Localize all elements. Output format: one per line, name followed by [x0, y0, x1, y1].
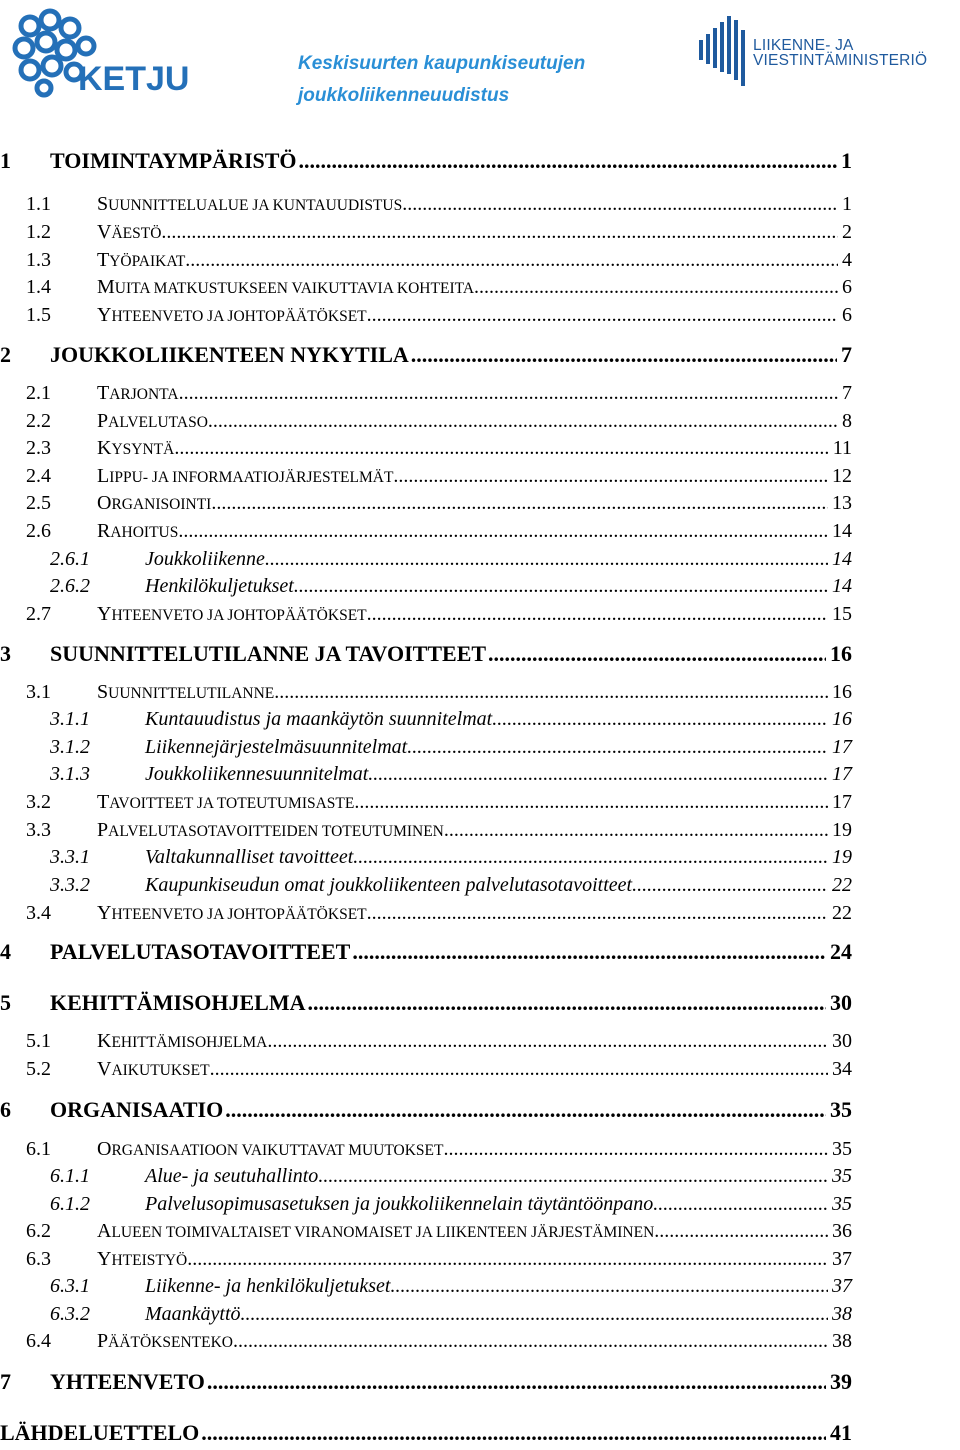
- toc-entry[interactable]: [0, 1165, 852, 1191]
- toc-entry-label-initial: S: [97, 681, 109, 703]
- toc-page-number: 37: [832, 1248, 852, 1270]
- toc-leader-dots: [444, 1138, 829, 1161]
- toc-entry[interactable]: [0, 575, 852, 601]
- toc-leader-dots: [210, 1058, 828, 1081]
- toc-entry[interactable]: [0, 1138, 852, 1164]
- toc-leader-dots: [274, 681, 828, 704]
- toc-entry-title: [97, 437, 852, 460]
- toc-entry-number: 2.6.2: [50, 575, 90, 597]
- toc-page-number: 22: [832, 874, 852, 896]
- toc-entry-title: [97, 1330, 852, 1353]
- toc-entry-title: [50, 1097, 852, 1123]
- toc-page-number: 14: [832, 548, 852, 570]
- toc-entry-title: [97, 304, 852, 327]
- toc-entry-title: [145, 1165, 852, 1188]
- toc-entry-label-initial: Y: [97, 902, 112, 924]
- toc-entry-label: Kaupunkiseudun omat joukkoliikenteen palvelutasotavoitteet: [145, 874, 633, 896]
- toc-entry-label: [97, 1058, 210, 1081]
- toc-entry-label-initial: O: [97, 1138, 112, 1160]
- toc-entry[interactable]: [0, 791, 852, 817]
- toc-entry-label: TOIMINTAYMPÄRISTÖ: [50, 148, 297, 173]
- toc-entry-label: [97, 819, 444, 842]
- toc-entry-label: YHTEENVETO: [50, 1369, 205, 1394]
- toc-entry-title: [145, 1275, 852, 1298]
- toc-entry-number: 3.3.2: [50, 874, 90, 896]
- toc-entry-number: 2.7: [26, 603, 51, 625]
- toc-leader-dots: [352, 939, 826, 965]
- toc-entry-number: 7: [0, 1369, 11, 1394]
- toc-entry[interactable]: [0, 939, 852, 969]
- toc-entry-label: Liikennejärjestelmäsuunnitelmat: [145, 736, 408, 758]
- toc-entry[interactable]: [0, 1220, 852, 1246]
- toc-page-number: 4: [842, 249, 852, 271]
- toc-page-number: 41: [830, 1420, 852, 1445]
- toc-entry-title: [145, 708, 852, 731]
- toc-entry-title: [50, 939, 852, 965]
- toc-page-number: 16: [832, 708, 852, 730]
- toc-entry-number: 6.2: [26, 1220, 51, 1242]
- toc-entry-title: [145, 1193, 852, 1216]
- toc-entry-title: [97, 603, 852, 626]
- toc-entry[interactable]: [0, 819, 852, 845]
- toc-page-number: 13: [832, 492, 852, 514]
- toc-entry-label-rest: UUNNITTELUTILANNE: [108, 685, 275, 702]
- toc-page-number: 19: [832, 846, 852, 868]
- toc-entry-number: 3.4: [26, 902, 51, 924]
- toc-entry-number: 2: [0, 342, 11, 367]
- toc-entry-title: [145, 874, 852, 897]
- toc-entry-title: [97, 382, 852, 405]
- toc-page-number: 16: [832, 681, 852, 703]
- toc-entry-number: 1.3: [26, 249, 51, 271]
- toc-page-number: 17: [832, 736, 852, 758]
- toc-entry-label: Kuntauudistus ja maankäytön suunnitelmat: [145, 708, 493, 730]
- toc-entry-label-initial: Y: [97, 304, 112, 326]
- toc-leader-dots: [367, 304, 838, 327]
- toc-entry[interactable]: [0, 193, 852, 219]
- toc-entry-number: 6.3: [26, 1248, 51, 1270]
- toc-entry-label: Alue- ja seutuhallinto: [145, 1165, 319, 1187]
- toc-leader-dots: [201, 1420, 826, 1446]
- toc-entry-title: [97, 819, 852, 842]
- toc-entry-label-rest: UITA MATKUSTUKSEEN VAIKUTTAVIA KOHTEITA: [114, 280, 475, 297]
- toc-page-number: 17: [832, 763, 852, 785]
- toc-entry-label-rest: EHITTÄMISOHJELMA: [111, 1034, 268, 1051]
- toc-entry-label: LÄHDELUETTELO: [0, 1420, 200, 1445]
- toc-entry[interactable]: [0, 846, 852, 872]
- toc-entry[interactable]: [0, 520, 852, 546]
- toc-entry[interactable]: [0, 641, 852, 671]
- toc-page-number: 19: [832, 819, 852, 841]
- toc-entry[interactable]: [0, 1193, 852, 1219]
- toc-entry-label: ORGANISAATIO: [50, 1097, 224, 1122]
- toc-entry-label: [97, 437, 174, 460]
- toc-page-number: 30: [830, 990, 852, 1015]
- toc-entry-label-rest: ALVELUTASOTAVOITTEIDEN TOTEUTUMINEN: [108, 823, 444, 840]
- toc-leader-dots: [179, 382, 838, 405]
- toc-entry-label: [97, 1220, 654, 1243]
- toc-leader-dots: [474, 276, 838, 299]
- toc-entry-number: 5.1: [26, 1030, 51, 1052]
- toc-leader-dots: [267, 1030, 828, 1053]
- toc-page-number: 1: [841, 148, 852, 173]
- toc-entry[interactable]: [0, 148, 852, 178]
- toc-entry-number: 4: [0, 939, 11, 964]
- toc-leader-dots: [653, 1193, 828, 1216]
- toc-entry-label-rest: ARJONTA: [109, 386, 179, 403]
- toc-entry-label-initial: V: [97, 1058, 112, 1080]
- toc-leader-dots: [488, 641, 826, 667]
- toc-page-number: 14: [832, 520, 852, 542]
- toc-entry-number: 2.5: [26, 492, 51, 514]
- toc-page-number: 14: [832, 575, 852, 597]
- ministry-logo-text: LIIKENNE- JA VIESTINTÄMINISTERIÖ: [753, 37, 928, 69]
- toc-entry-label: Henkilökuljetukset: [145, 575, 294, 597]
- toc-entry[interactable]: [0, 990, 852, 1020]
- toc-entry-label-rest: AHOITUS: [110, 524, 179, 541]
- toc-page-number: 2: [842, 221, 852, 243]
- toc-entry-label: [97, 1030, 267, 1053]
- toc-page-number: 22: [832, 902, 852, 924]
- toc-entry[interactable]: [0, 276, 852, 302]
- toc-entry-title: [50, 990, 852, 1016]
- toc-entry-label: [97, 791, 354, 814]
- toc-entry-label: [97, 902, 367, 925]
- toc-entry-number: 1: [0, 148, 11, 173]
- toc-entry-number: 2.2: [26, 410, 51, 432]
- toc-entry-number: 3: [0, 641, 11, 666]
- toc-entry[interactable]: [0, 1030, 852, 1056]
- toc-entry-title: [97, 193, 852, 216]
- toc-entry-title: [0, 1420, 852, 1446]
- toc-leader-dots: [393, 465, 828, 488]
- toc-page-number: 39: [830, 1369, 852, 1394]
- toc-entry-label-initial: P: [97, 1330, 109, 1352]
- toc-entry[interactable]: [0, 603, 852, 629]
- toc-entry-number: 5.2: [26, 1058, 51, 1080]
- toc-page-number: 11: [832, 437, 852, 459]
- toc-entry-label: SUUNNITTELUTILANNE JA TAVOITTEET: [50, 641, 487, 666]
- toc-entry-label-rest: IPPU- JA INFORMAATIOJÄRJESTELMÄT: [109, 469, 394, 486]
- toc-entry-number: 2.3: [26, 437, 51, 459]
- toc-leader-dots: [207, 1369, 826, 1395]
- toc-entry[interactable]: [0, 736, 852, 762]
- toc-leader-dots: [233, 1330, 828, 1353]
- toc-entry-label-rest: ALVELUTASO: [108, 414, 208, 431]
- toc-entry-label-initial: P: [97, 410, 109, 432]
- toc-page-number: 37: [832, 1275, 852, 1297]
- toc-entry-title: [97, 276, 852, 299]
- subtitle-line-2: joukkoliikenneuudistus: [298, 85, 510, 106]
- toc-entry-title: [97, 221, 852, 244]
- toc-leader-dots: [307, 990, 826, 1016]
- toc-page-number: 6: [842, 276, 852, 298]
- toc-entry-number: 6.4: [26, 1330, 51, 1352]
- toc-entry-number: 3.1.3: [50, 763, 90, 785]
- toc-entry-title: [97, 902, 852, 925]
- toc-entry-number: 2.1: [26, 382, 51, 404]
- toc-entry-label: [97, 193, 402, 216]
- toc-entry-label: [97, 276, 474, 299]
- toc-entry-number: 6.3.2: [50, 1303, 90, 1325]
- toc-leader-dots: [174, 437, 828, 460]
- toc-entry-label-initial: R: [97, 520, 111, 542]
- toc-entry-label-initial: P: [97, 819, 109, 841]
- toc-entry-label-rest: HTEISTYÖ: [111, 1252, 188, 1269]
- toc-entry-label-initial: T: [97, 791, 110, 813]
- toc-page-number: 17: [832, 791, 852, 813]
- toc-leader-dots: [208, 410, 838, 433]
- toc-entry-label: Joukkoliikennesuunnitelmat: [145, 763, 369, 785]
- toc-entry-title: [97, 1058, 852, 1081]
- toc-entry-label-initial: Y: [97, 1248, 112, 1270]
- toc-entry-title: [97, 791, 852, 814]
- toc-entry-number: 3.1.2: [50, 736, 90, 758]
- toc-entry-label: KEHITTÄMISOHJELMA: [50, 990, 306, 1015]
- toc-entry-label: [97, 1330, 233, 1353]
- toc-leader-dots: [402, 193, 838, 216]
- toc-leader-dots: [367, 603, 828, 626]
- toc-page-number: 35: [832, 1193, 852, 1215]
- toc-leader-dots: [492, 708, 828, 731]
- toc-entry-label: Joukkoliikenne: [145, 548, 265, 570]
- toc-entry-label-rest: LUEEN TOIMIVALTAISET VIRANOMAISET JA LIIKENTEEN JÄRJESTÄMINEN: [111, 1224, 655, 1241]
- toc-leader-dots: [444, 819, 828, 842]
- toc-entry[interactable]: [0, 1369, 852, 1399]
- toc-entry-number: 1.2: [26, 221, 51, 243]
- toc-entry-label-initial: K: [97, 437, 112, 459]
- toc-entry-label-rest: YSYNTÄ: [111, 441, 175, 458]
- toc-entry-number: 6: [0, 1097, 11, 1122]
- toc-entry-title: [97, 520, 852, 543]
- toc-entry-label-initial: O: [97, 492, 112, 514]
- toc-entry[interactable]: [0, 763, 852, 789]
- toc-leader-dots: [187, 1248, 828, 1271]
- toc-entry[interactable]: [0, 492, 852, 518]
- toc-entry-number: 6.3.1: [50, 1275, 90, 1297]
- toc-entry[interactable]: [0, 1275, 852, 1301]
- toc-entry[interactable]: [0, 902, 852, 928]
- toc-entry-number: 6.1: [26, 1138, 51, 1160]
- toc-entry-number: 6.1.1: [50, 1165, 90, 1187]
- toc-entry-number: 3.1.1: [50, 708, 90, 730]
- toc-entry[interactable]: [0, 437, 852, 463]
- toc-entry-label-rest: HTEENVETO JA JOHTOPÄÄTÖKSET: [111, 607, 367, 624]
- toc-entry-title: [145, 1303, 852, 1326]
- toc-entry-number: 3.3: [26, 819, 51, 841]
- toc-page-number: 38: [832, 1330, 852, 1352]
- toc-entry[interactable]: [0, 1097, 852, 1127]
- toc-entry-label-initial: V: [97, 221, 112, 243]
- toc-entry-label-rest: HTEENVETO JA JOHTOPÄÄTÖKSET: [111, 308, 367, 325]
- toc-page-number: 16: [830, 641, 852, 666]
- toc-entry-label-initial: K: [97, 1030, 112, 1052]
- toc-entry[interactable]: [0, 1248, 852, 1274]
- toc-page-number: 35: [832, 1165, 852, 1187]
- toc-entry-label-initial: A: [97, 1220, 112, 1242]
- toc-leader-dots: [265, 548, 828, 571]
- toc-leader-dots: [185, 249, 838, 272]
- toc-entry-label-rest: YÖPAIKAT: [109, 253, 186, 270]
- toc-entry-title: [97, 465, 852, 488]
- toc-leader-dots: [368, 763, 828, 786]
- toc-entry[interactable]: [0, 410, 852, 436]
- toc-entry-title: [145, 736, 852, 759]
- toc-entry[interactable]: [0, 249, 852, 275]
- toc-entry[interactable]: [0, 708, 852, 734]
- toc-entry-title: [145, 575, 852, 598]
- toc-page-number: 1: [842, 193, 852, 215]
- toc-leader-dots: [390, 1275, 828, 1298]
- toc-entry-label: [97, 1138, 444, 1161]
- toc-leader-dots: [241, 1303, 828, 1326]
- toc-entry-label-initial: Y: [97, 603, 112, 625]
- toc-entry[interactable]: [0, 342, 852, 372]
- toc-entry[interactable]: [0, 1330, 852, 1356]
- toc-page-number: 38: [832, 1303, 852, 1325]
- toc-entry-label: [97, 304, 367, 327]
- toc-entry[interactable]: [0, 1420, 852, 1450]
- toc-leader-dots: [161, 221, 838, 244]
- toc-entry-label-rest: HTEENVETO JA JOHTOPÄÄTÖKSET: [111, 906, 367, 923]
- toc-entry[interactable]: [0, 304, 852, 330]
- toc-leader-dots: [225, 1097, 826, 1123]
- toc-page-number: 7: [841, 342, 852, 367]
- toc-leader-dots: [354, 791, 828, 814]
- toc-entry-number: 1.1: [26, 193, 51, 215]
- toc-leader-dots: [654, 1220, 828, 1243]
- toc-entry-label-rest: ÄÄTÖKSENTEKO: [108, 1334, 233, 1351]
- toc-entry[interactable]: [0, 548, 852, 574]
- toc-entry-label: JOUKKOLIIKENTEEN NYKYTILA: [50, 342, 409, 367]
- toc-entry-label: Palvelusopimusasetuksen ja joukkoliikennelain täytäntöönpano: [145, 1193, 654, 1215]
- toc-leader-dots: [367, 902, 828, 925]
- toc-entry-label-initial: L: [97, 465, 110, 487]
- toc-page-number: 15: [832, 603, 852, 625]
- toc-leader-dots: [353, 846, 828, 869]
- toc-entry-label: Valtakunnalliset tavoitteet: [145, 846, 354, 868]
- toc-entry-label-rest: RGANISOINTI: [111, 496, 212, 513]
- toc-entry[interactable]: [0, 221, 852, 247]
- toc-entry-title: [50, 1369, 852, 1395]
- toc-entry-label-initial: T: [97, 382, 110, 404]
- toc-entry-title: [145, 548, 852, 571]
- toc-entry-number: 1.5: [26, 304, 51, 326]
- toc-entry-label: Maankäyttö: [145, 1303, 241, 1325]
- toc-entry-label-rest: AVOITTEET JA TOTEUTUMISASTE: [109, 795, 355, 812]
- toc-entry-label-initial: T: [97, 249, 110, 271]
- toc-entry-label: [97, 681, 274, 704]
- toc-entry-label: PALVELUTASOTAVOITTEET: [50, 939, 351, 964]
- toc-entry-label: [97, 492, 211, 515]
- toc-entry[interactable]: [0, 382, 852, 408]
- toc-page-number: 7: [842, 382, 852, 404]
- toc-entry-label: [97, 1248, 187, 1271]
- toc-entry-label-initial: S: [97, 193, 109, 215]
- toc-page-number: 36: [832, 1220, 852, 1242]
- toc-entry-title: [97, 1220, 852, 1243]
- svg-text:KETJU: KETJU: [78, 60, 190, 98]
- toc-entry[interactable]: [0, 681, 852, 707]
- toc-page-number: 30: [832, 1030, 852, 1052]
- toc-entry[interactable]: [0, 465, 852, 491]
- toc-entry-label: Liikenne- ja henkilökuljetukset: [145, 1275, 391, 1297]
- toc-entry-number: 2.6.1: [50, 548, 90, 570]
- toc-entry-title: [97, 1138, 852, 1161]
- toc-entry-label: [97, 221, 161, 244]
- toc-entry-label: [97, 382, 179, 405]
- toc-entry-label-initial: M: [97, 276, 115, 298]
- subtitle-line-1: Keskisuurten kaupunkiseutujen: [298, 53, 586, 74]
- toc-entry-title: [97, 1248, 852, 1271]
- toc-page-number: 35: [830, 1097, 852, 1122]
- toc-page-number: 35: [832, 1138, 852, 1160]
- toc-entry-number: 5: [0, 990, 11, 1015]
- toc-leader-dots: [407, 736, 828, 759]
- toc-page-number: 6: [842, 304, 852, 326]
- toc-leader-dots: [299, 148, 837, 174]
- toc-page-number: 24: [830, 939, 852, 964]
- toc-page-number: 8: [842, 410, 852, 432]
- toc-entry-title: [97, 492, 852, 515]
- toc-entry[interactable]: [0, 1058, 852, 1084]
- toc-entry-number: 3.3.1: [50, 846, 90, 868]
- toc-entry-label-rest: AIKUTUKSET: [111, 1062, 210, 1079]
- toc-entry-label: [97, 465, 393, 488]
- toc-leader-dots: [411, 342, 837, 368]
- toc-entry-title: [50, 148, 852, 174]
- toc-entry-label-rest: ÄESTÖ: [111, 225, 162, 242]
- toc-entry-label-rest: UUNNITTELUALUE JA KUNTAUUDISTUS: [108, 197, 403, 214]
- toc-entry-number: 2.4: [26, 465, 51, 487]
- toc-entry-title: [50, 342, 852, 368]
- toc-entry-label: [97, 249, 185, 272]
- toc-entry-number: 1.4: [26, 276, 51, 298]
- toc-entry-title: [50, 641, 852, 667]
- toc-entry-title: [97, 410, 852, 433]
- toc-entry[interactable]: [0, 1303, 852, 1329]
- toc-entry-label: [97, 520, 178, 543]
- toc-leader-dots: [178, 520, 828, 543]
- toc-page-number: 34: [832, 1058, 852, 1080]
- toc-entry-title: [97, 681, 852, 704]
- toc-entry-label: [97, 410, 208, 433]
- toc-entry-title: [97, 1030, 852, 1053]
- toc-entry[interactable]: [0, 874, 852, 900]
- toc-leader-dots: [211, 492, 828, 515]
- toc-entry-number: 3.1: [26, 681, 51, 703]
- toc-entry-title: [145, 763, 852, 786]
- toc-page-number: 12: [832, 465, 852, 487]
- toc-entry-label-rest: RGANISAATIOON VAIKUTTAVAT MUUTOKSET: [111, 1142, 444, 1159]
- toc-entry-number: 6.1.2: [50, 1193, 90, 1215]
- toc-leader-dots: [294, 575, 828, 598]
- toc-entry-number: 3.2: [26, 791, 51, 813]
- toc-leader-dots: [318, 1165, 828, 1188]
- toc-leader-dots: [632, 874, 828, 897]
- toc-entry-number: 2.6: [26, 520, 51, 542]
- toc-entry-title: [97, 249, 852, 272]
- toc-entry-label: [97, 603, 367, 626]
- toc-entry-title: [145, 846, 852, 869]
